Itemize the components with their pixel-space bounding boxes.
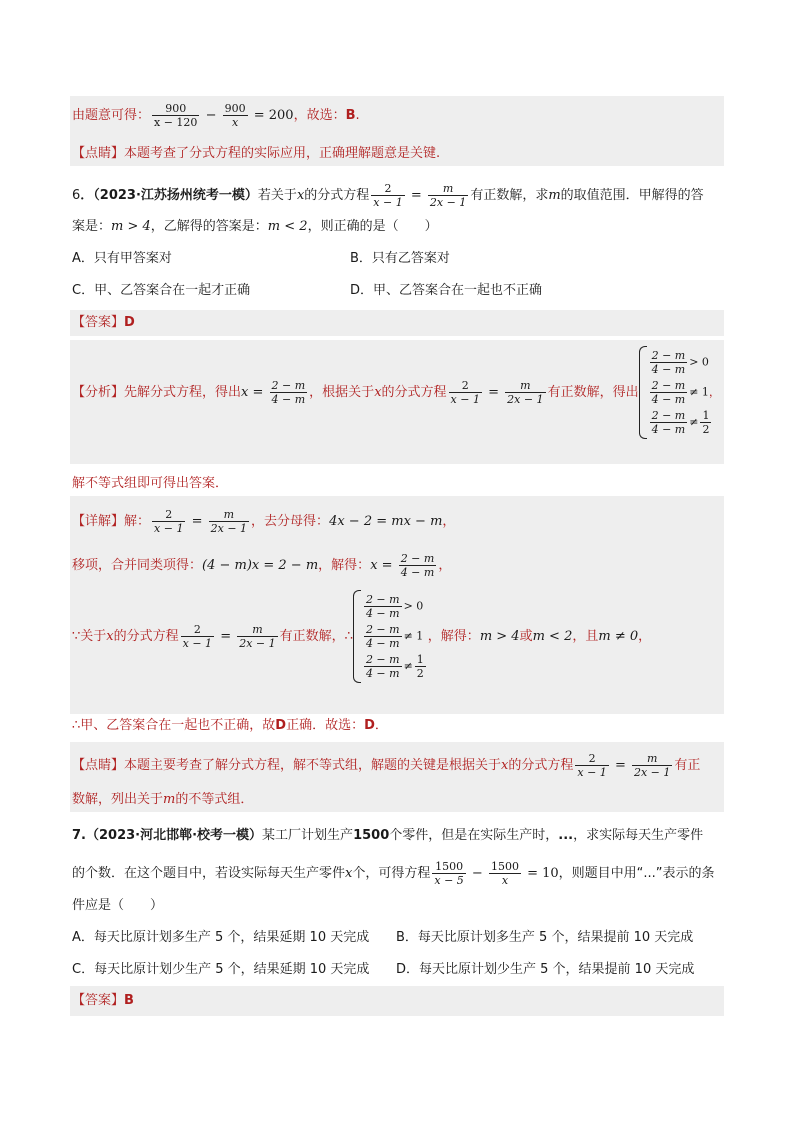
q6-stem-line1: 6．（2023·江苏扬州统考一模）若关于x的分式方程 $\frac{2}{x - 1}$ = $\frac{m}{2x - 1}$ 有正数解，求m的取值范围．甲解得的答 <box>72 182 704 209</box>
inequality-system: $\frac{2 - m}{4 - m}$ > 0 $\frac{2 - m}{4 - m}$ ≠ 1， $\frac{2 - m}{4 - m}$ ≠ $\frac{1}{2}$ <box>639 346 720 439</box>
q7-option-b[interactable]: B．每天比原计划多生产 5 个，结果提前 10 天完成 <box>396 930 694 945</box>
q7-stem-line3: 件应是（ ） <box>72 898 164 913</box>
q6-stem-line2: 案是：m > 4，乙解得的答案是：m < 2，则正确的是（ ） <box>72 219 438 234</box>
q6-analysis: 【分析】先解分式方程，得出x = $\frac{2 - m}{4 - m}$ ，根据关于x的分式方程 $\frac{2}{x - 1}$ = $\frac{m}{2x - 1}$ 有正数解，得出 $\frac{2 - m}{4 - m}$ > 0 $\frac{2 - m}{4 - m}$ ≠ 1， $\frac{2 - m}{4 - m}$ ≠ $\frac{1}{2}$ <box>72 346 720 439</box>
fraction: $\frac{900}{x}$ <box>224 102 246 129</box>
question-number: 7. <box>72 828 86 843</box>
q7-option-d[interactable]: D．每天比原计划少生产 5 个，结果提前 10 天完成 <box>396 962 695 977</box>
q6-conclusion: ∴甲、乙答案合在一起也不正确，故D正确．故选：D． <box>72 718 388 733</box>
q7-stem-line1: 7.（2023·河北邯郸·校考一模）某工厂计划生产1500个零件，但是在实际生产时，...，求实际每天生产零件 <box>72 828 704 843</box>
prev-point: 【点睛】本题考查了分式方程的实际应用，正确理解题意是关键. <box>72 146 441 161</box>
q7-stem-line2: 的个数．在这个题目中，若设实际每天生产零件x个，可得方程 $\frac{1500}{x - 5}$ − $\frac{1500}{x}$ = 10，则题目中用“...”表示的条 <box>72 860 715 887</box>
inequality-system: $\frac{2 - m}{4 - m}$ > 0 $\frac{2 - m}{4 - m}$ ≠ 1 $\frac{2 - m}{4 - m}$ ≠ $\frac{1}{2}$ <box>353 590 428 683</box>
q7-answer: 【答案】B <box>72 993 134 1008</box>
question-number: 6 <box>72 188 81 203</box>
q6-option-c[interactable]: C．甲、乙答案合在一起才正确 <box>72 283 251 298</box>
fraction: $\frac{900}{x - 120}$ <box>154 102 198 129</box>
shade-q7-answer <box>70 986 724 1016</box>
q6-answer: 【答案】D <box>72 315 135 330</box>
q6-detail-line1: 【详解】解： $\frac{2}{x - 1}$ = $\frac{m}{2x - 1}$ ，去分母得：4x − 2 = mx − m， <box>72 508 456 535</box>
q6-option-b[interactable]: B．只有乙答案对 <box>350 251 450 266</box>
q6-option-a[interactable]: A．只有甲答案对 <box>72 251 172 266</box>
prev-solution-line: 由题意可得： $\frac{900}{x - 120}$ − $\frac{900}{x}$ = 200，故选：B. <box>72 102 360 129</box>
q6-option-d[interactable]: D．甲、乙答案合在一起也不正确 <box>350 283 543 298</box>
q6-detail-line2: 移项，合并同类项得：(4 − m)x = 2 − m，解得：x = $\frac{2 - m}{4 - m}$ ， <box>72 552 452 579</box>
point-tag: 【点睛】 <box>72 146 125 161</box>
q6-point-line1: 【点睛】本题主要考查了解分式方程，解不等式组，解题的关键是根据关于x的分式方程 $\frac{2}{x - 1}$ = $\frac{m}{2x - 1}$ 有正 <box>72 752 701 779</box>
q6-point-line2: 数解，列出关于m的不等式组． <box>72 792 254 807</box>
shade-q6-answer <box>70 310 724 336</box>
q6-detail-line3: ∵关于x的分式方程 $\frac{2}{x - 1}$ = $\frac{m}{2x - 1}$ 有正数解，∴ $\frac{2 - m}{4 - m}$ > 0 $\frac{2 - m}{4 - m}$ ≠ 1 $\frac{2 - m}{4 - m}$ ≠ $\frac{1}{2}$ ，解得：m > 4或m < 2，且m ≠ 0， <box>72 590 651 683</box>
q7-option-c[interactable]: C．每天比原计划少生产 5 个，结果延期 10 天完成 <box>72 962 370 977</box>
q7-option-a[interactable]: A．每天比原计划多生产 5 个，结果延期 10 天完成 <box>72 930 370 945</box>
q6-analysis-end: 解不等式组即可得出答案． <box>72 476 229 491</box>
